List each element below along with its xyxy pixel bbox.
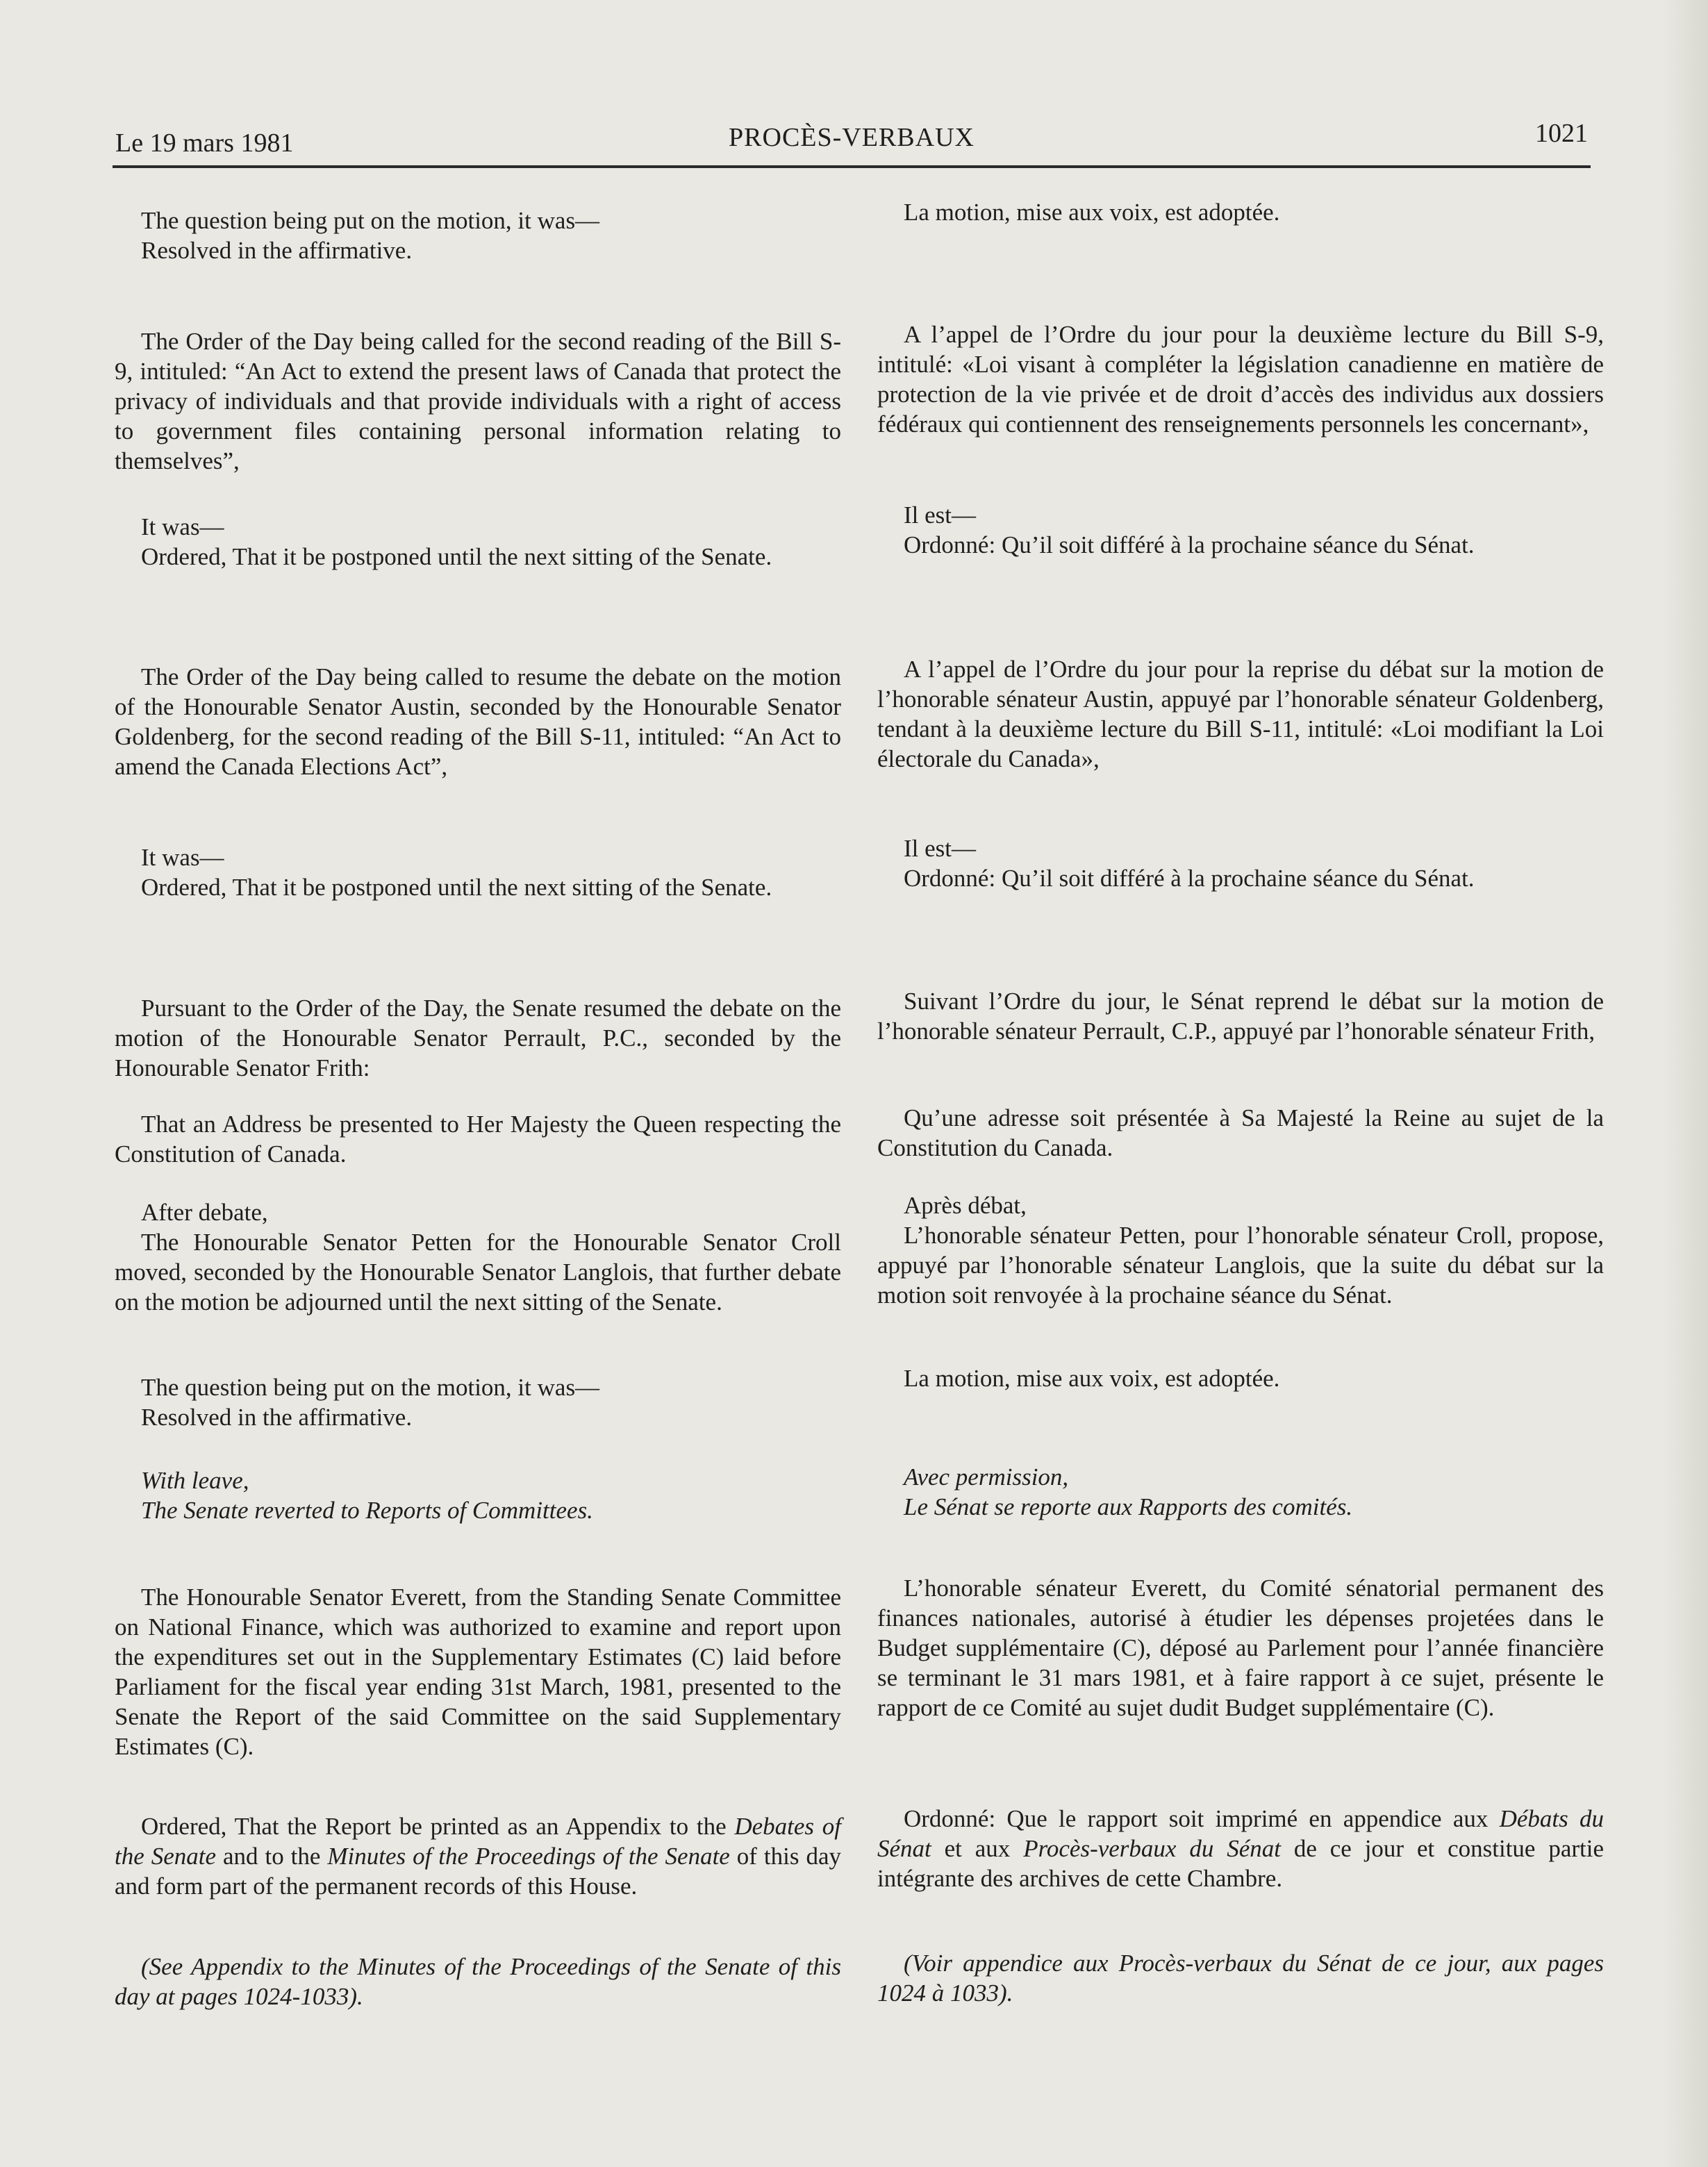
- after-debate-paragraph: After debate, The Honourable Senator Petten for the Honourable Senator Croll moved, seconded by the Honourable Senator Langlois, that further debate on the motion be adjourned until the next sitting of the Senate.: [115, 1199, 841, 1315]
- page-number: 1021: [1535, 119, 1588, 148]
- header-title: PROCÈS-VERBAUX: [729, 123, 975, 152]
- postponed-s11: It was— Ordered, That it be postponed until the next sitting of the Senate.: [141, 844, 772, 901]
- adresse-paragraph: Qu’une adresse soit présentée à Sa Majesté la Reine au sujet de la Constitution du Canada.: [877, 1104, 1604, 1161]
- order-bill-s11: The Order of the Day being called to resume the debate on the motion of the Honourable Senator Austin, seconded by the Honourable Senator Goldenberg, for the second reading of the Bill S-11, intituled: “An Act to amend the Canada Elections Act”,: [115, 663, 841, 780]
- order-bill-s9: The Order of the Day being called for the second reading of the Bill S-9, intituled: “An Act to extend the present laws of Canada that protect the privacy of individuals and that provide individuals with a right of access to government files containing personal information relating to themselves”,: [115, 328, 841, 474]
- avec-permission: Avec permission, Le Sénat se reporte aux Rapports des comités.: [904, 1463, 1353, 1520]
- motion-adoptee-2: La motion, mise aux voix, est adoptée.: [904, 1365, 1280, 1392]
- header-date: Le 19 mars 1981: [115, 128, 294, 158]
- postponed-s9: It was— Ordered, That it be postponed until the next sitting of the Senate.: [141, 513, 772, 570]
- apres-debat-paragraph: Après débat, L’honorable sénateur Petten, pour l’honorable sénateur Croll, propose, appuyé par l’honorable sénateur Langlois, que la suite du débat sur la motion soit renvoyée à la prochaine séance du Sénat.: [877, 1192, 1604, 1309]
- question-result-2: The question being put on the motion, it was— Resolved in the affirmative.: [141, 1374, 600, 1431]
- suivant-paragraph: Suivant l’Ordre du jour, le Sénat reprend le débat sur la motion de l’honorable sénateur Perrault, C.P., appuyé par l’honorable sénateur Frith,: [877, 988, 1604, 1045]
- running-header: [113, 117, 1591, 168]
- pursuant-paragraph: Pursuant to the Order of the Day, the Senate resumed the debate on the motion of the Honourable Senator Perrault, P.C., seconded by the Honourable Senator Frith:: [115, 995, 841, 1081]
- voir-appendice: (Voir appendice aux Procès-verbaux du Sénat de ce jour, aux pages 1024 à 1033).: [877, 1950, 1604, 2007]
- binding-shadow: [1664, 0, 1708, 2167]
- differe-s11: Il est— Ordonné: Qu’il soit différé à la prochaine séance du Sénat.: [904, 835, 1475, 892]
- address-paragraph: That an Address be presented to Her Majesty the Queen respecting the Constitution of Canada.: [115, 1111, 841, 1168]
- appel-bill-s11: A l’appel de l’Ordre du jour pour la reprise du débat sur la motion de l’honorable sénateur Austin, appuyé par l’honorable sénateur Goldenberg, tendant à la deuxième lecture du Bill S-11, intitulé: «Loi modifiant la Loi électorale du Canada»,: [877, 656, 1604, 772]
- differe-s9: Il est— Ordonné: Qu’il soit différé à la prochaine séance du Sénat.: [904, 501, 1475, 558]
- everett-rapport: L’honorable sénateur Everett, du Comité sénatorial permanent des finances nationales, autorisé à étudier les dépenses projetées dans le Budget supplémentaire (C), déposé au Parlement pour l’année financière se terminant le 31 mars 1981, et à faire rapport à ce sujet, présente le rapport de ce Comité au sujet dudit Budget supplémentaire (C).: [877, 1575, 1604, 1721]
- ordered-report: Ordered, That the Report be printed as an Appendix to the Debates of the Senate and to the Minutes of the Proceedings of the Senate of this day and form part of the permanent records of this House.: [115, 1813, 841, 1900]
- see-appendix: (See Appendix to the Minutes of the Proceedings of the Senate of this day at pages 1024-1033).: [115, 1953, 841, 2010]
- appel-bill-s9: A l’appel de l’Ordre du jour pour la deuxième lecture du Bill S-9, intitulé: «Loi visant à compléter la législation canadienne en matière de protection de la vie privée et de droit d’accès des individus aux dossiers fédéraux qui contiennent des renseignements personnels les concernant»,: [877, 321, 1604, 438]
- ordonne-rapport: Ordonné: Que le rapport soit imprimé en appendice aux Débats du Sénat et aux Procès-verbaux du Sénat de ce jour et constitue partie intégrante des archives de cette Chambre.: [877, 1805, 1605, 1892]
- with-leave: With leave, The Senate reverted to Reports of Committees.: [141, 1467, 593, 1524]
- question-result-1: The question being put on the motion, it was— Resolved in the affirmative.: [141, 207, 600, 264]
- motion-adoptee-1: La motion, mise aux voix, est adoptée.: [904, 199, 1280, 226]
- everett-report: The Honourable Senator Everett, from the Standing Senate Committee on National Finance, which was authorized to examine and report upon the expenditures set out in the Supplementary Estimates (C) laid before Parliament for the fiscal year ending 31st March, 1981, presented to the Senate the Report of the said Committee on the said Supplementary Estimates (C).: [115, 1584, 841, 1760]
